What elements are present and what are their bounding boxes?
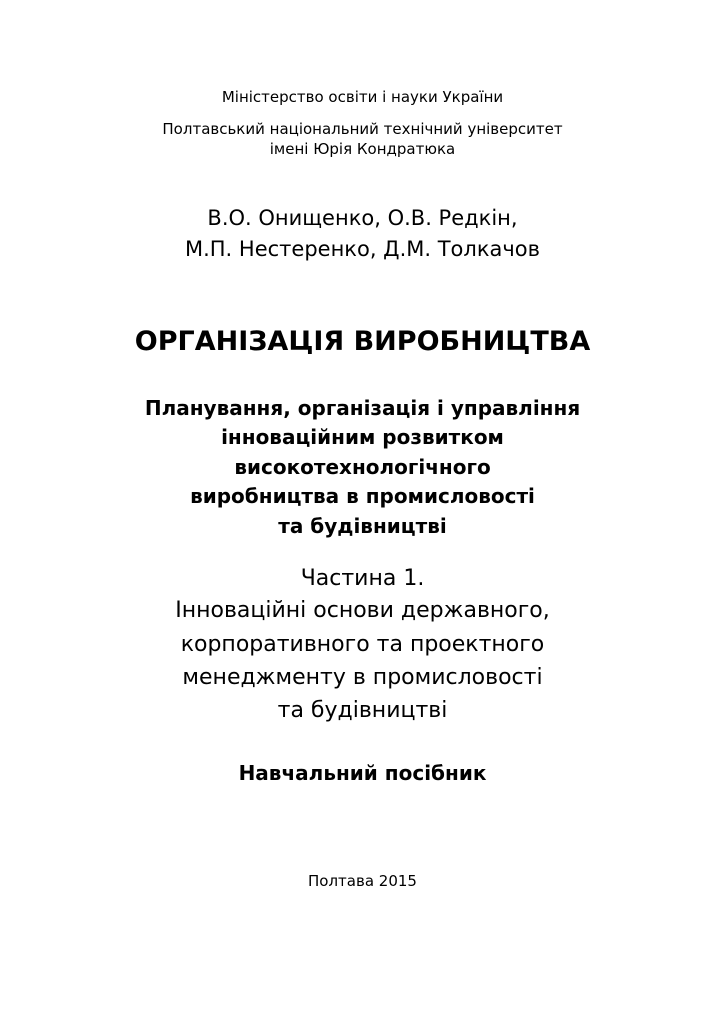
subtitle-line-2: інноваційним розвитком [221, 425, 504, 449]
university-name-continued: імені Юрія Кондратюка [269, 140, 456, 158]
subtitle-line-1: Планування, організація і управління [144, 396, 581, 420]
book-title: ОРГАНІЗАЦІЯ ВИРОБНИЦТВА [134, 326, 591, 357]
subtitle-line-5: та будівництві [278, 514, 447, 538]
city-year: Полтава 2015 [308, 872, 417, 890]
subtitle-line-3: високотехнологічного [234, 455, 491, 479]
university-name: Полтавський національний технічний університет [162, 120, 563, 138]
publication-type: Навчальний посібник [238, 761, 487, 785]
part-title-line-3: менеджменту в промисловості [182, 665, 543, 690]
part-number: Частина 1. [300, 566, 425, 591]
part-title-line-1: Інноваційні основи державного, [175, 598, 550, 623]
ministry-name: Міністерство освіти і науки України [221, 88, 504, 106]
part-title-line-2: корпоративного та проектного [180, 632, 545, 657]
authors-line-1: В.О. Онищенко, О.В. Редкін, [207, 206, 518, 230]
authors-line-2: М.П. Нестеренко, Д.М. Толкачов [184, 237, 541, 261]
subtitle-line-4: виробництва в промисловості [190, 484, 535, 508]
part-title-line-4: та будівництві [277, 698, 448, 723]
